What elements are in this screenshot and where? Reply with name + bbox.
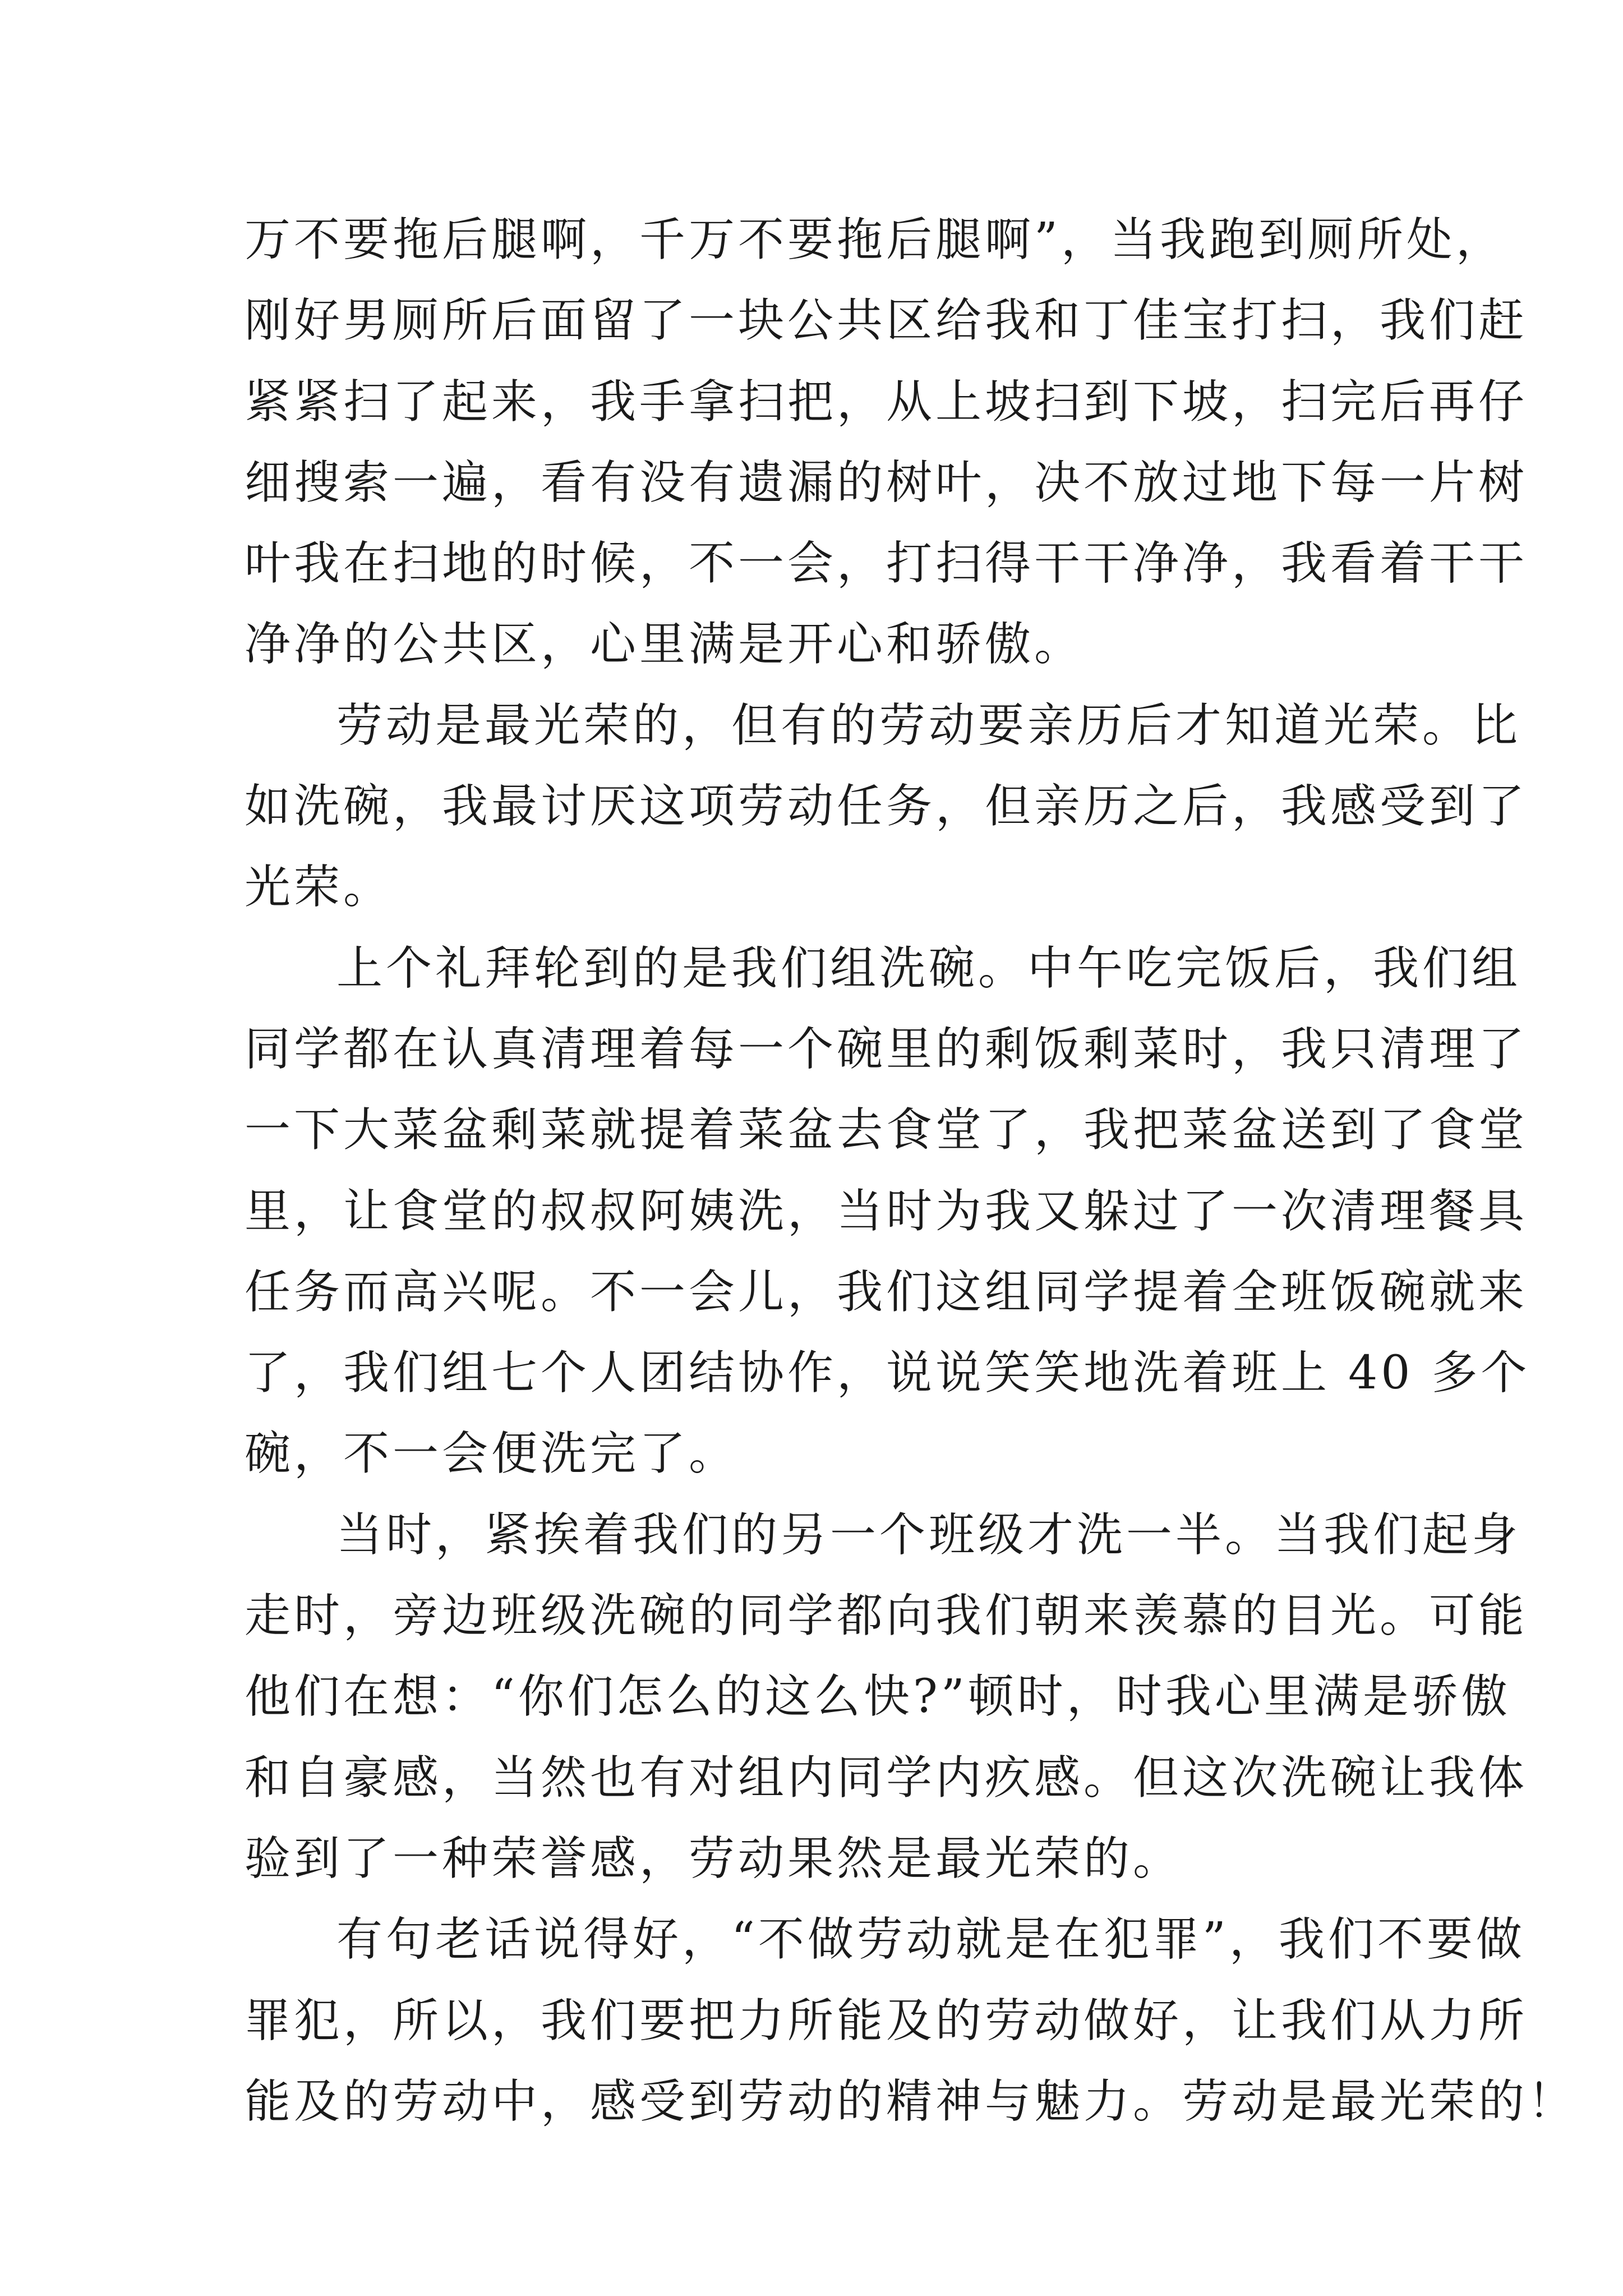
text-line: 了，我们组七个人团结协作，说说笑笑地洗着班上 40 多个 xyxy=(245,1346,1530,1400)
text-line: 能及的劳动中，感受到劳动的精神与魅力。劳动是最光荣的！ xyxy=(245,2074,1578,2128)
paragraph-first-line: 有句老话说得好，“不做劳动就是在犯罪”，我们不要做 xyxy=(336,1913,1525,1967)
text-line: 走时，旁边班级洗碗的同学都向我们朝来羡慕的目光。可能 xyxy=(245,1589,1528,1643)
text-line: 细搜索一遍，看有没有遗漏的树叶，决不放过地下每一片树 xyxy=(245,455,1528,509)
text-line: 一下大菜盆剩菜就提着菜盆去食堂了，我把菜盆送到了食堂 xyxy=(245,1103,1528,1157)
text-line: 里，让食堂的叔叔阿姨洗，当时为我又躲过了一次清理餐具 xyxy=(245,1184,1528,1238)
text-line: 罪犯，所以，我们要把力所能及的劳动做好，让我们从力所 xyxy=(245,1994,1528,2047)
text-line: 万不要拖后腿啊，千万不要拖后腿啊”，当我跑到厕所处， xyxy=(245,213,1505,266)
text-line: 任务而高兴呢。不一会儿，我们这组同学提着全班饭碗就来 xyxy=(245,1265,1528,1319)
text-line: 同学都在认真清理着每一个碗里的剩饭剩菜时，我只清理了 xyxy=(245,1022,1528,1076)
text-line: 净净的公共区，心里满是开心和骄傲。 xyxy=(245,618,1084,671)
text-line: 叶我在扫地的时候，不一会，打扫得干干净净，我看着干干 xyxy=(245,537,1528,591)
text-line: 碗，不一会便洗完了。 xyxy=(245,1427,739,1481)
text-line: 如洗碗，我最讨厌这项劳动任务，但亲历之后，我感受到了 xyxy=(245,780,1528,834)
paragraph-first-line: 上个礼拜轮到的是我们组洗碗。中午吃完饭后，我们组 xyxy=(336,941,1521,995)
essay-body xyxy=(245,200,1578,2142)
text-line: 光荣。 xyxy=(245,861,393,914)
paragraph-first-line: 劳动是最光荣的，但有的劳动要亲历后才知道光荣。比 xyxy=(336,698,1521,752)
text-line: 验到了一种荣誉感，劳动果然是最光荣的。 xyxy=(245,1832,1183,1885)
text-line: 他们在想：“你们怎么的这么快?”顿时，时我心里满是骄傲 xyxy=(245,1670,1511,1724)
paragraph-first-line: 当时，紧挨着我们的另一个班级才洗一半。当我们起身 xyxy=(336,1508,1521,1562)
text-line: 紧紧扫了起来，我手拿扫把，从上坡扫到下坡，扫完后再仔 xyxy=(245,375,1528,429)
text-line: 刚好男厕所后面留了一块公共区给我和丁佳宝打扫，我们赶 xyxy=(245,294,1528,348)
text-line: 和自豪感，当然也有对组内同学内疚感。但这次洗碗让我体 xyxy=(245,1751,1528,1805)
